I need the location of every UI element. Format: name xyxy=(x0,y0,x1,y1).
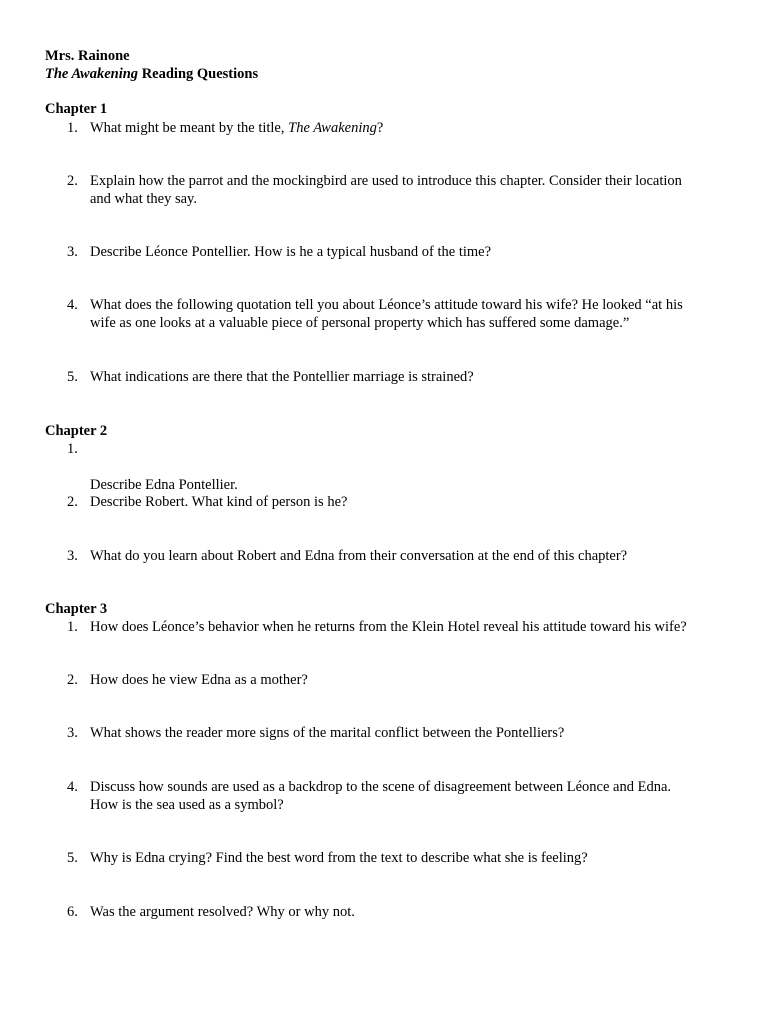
question-text xyxy=(90,778,730,814)
question-line: Describe Léonce Pontellier. How is he a typical husband of the time? xyxy=(90,244,492,260)
question-number: 4. xyxy=(67,297,78,313)
question-number: 5. xyxy=(67,850,78,866)
question-number: 4. xyxy=(67,779,78,795)
question-text xyxy=(90,296,730,332)
question-text xyxy=(90,547,730,565)
question-text xyxy=(90,671,730,689)
chapter-heading: Chapter 2 xyxy=(45,423,108,439)
question-number: 2. xyxy=(67,672,78,688)
question-text xyxy=(90,243,730,261)
question-number: 3. xyxy=(67,244,78,260)
question-text xyxy=(90,119,730,137)
question-line: Describe Edna Pontellier. xyxy=(90,477,238,493)
question-number: 3. xyxy=(67,725,78,741)
chapter-heading: Chapter 1 xyxy=(45,101,108,117)
question-line: How does Léonce’s behavior when he returns from the Klein Hotel reveal his attitude toward his wife? xyxy=(90,619,687,635)
question-number: 3. xyxy=(67,548,78,564)
question-line: What do you learn about Robert and Edna from their conversation at the end of this chapter? xyxy=(90,548,628,564)
question-number: 6. xyxy=(67,904,78,920)
question-text-part: What might be meant by the title, xyxy=(90,120,289,136)
question-line: wife as one looks at a valuable piece of personal property which has suffered some damage.” xyxy=(90,315,630,331)
question-text-part: ? xyxy=(376,120,384,136)
question-number: 1. xyxy=(67,441,78,457)
question-text-emphasis: The Awakening xyxy=(288,120,377,136)
question-line: Explain how the parrot and the mockingbird are used to introduce this chapter. Consider their location xyxy=(90,173,682,189)
book-title: The Awakening xyxy=(45,66,139,82)
question-text xyxy=(90,172,730,208)
question-line: How is the sea used as a symbol? xyxy=(90,797,284,813)
question-text xyxy=(90,724,730,742)
question-number: 2. xyxy=(67,173,78,189)
question-text xyxy=(90,440,730,530)
question-text xyxy=(90,493,730,511)
question-number: 5. xyxy=(67,369,78,385)
question-text xyxy=(90,618,730,636)
question-line: Describe Robert. What kind of person is he? xyxy=(90,494,348,510)
document-title xyxy=(45,65,258,83)
question-line: What shows the reader more signs of the marital conflict between the Pontelliers? xyxy=(90,725,565,741)
question-number: 2. xyxy=(67,494,78,510)
question-text xyxy=(90,849,730,867)
document-header xyxy=(45,47,258,83)
question-text xyxy=(90,903,730,921)
title-suffix: Reading Questions xyxy=(138,66,259,82)
teacher-name: Mrs. Rainone xyxy=(45,48,130,64)
question-number: 1. xyxy=(67,120,78,136)
question-line: Was the argument resolved? Why or why not. xyxy=(90,904,355,920)
question-line: Discuss how sounds are used as a backdrop to the scene of disagreement between Léonce and Edna. xyxy=(90,779,672,795)
question-line: Why is Edna crying? Find the best word from the text to describe what she is feeling? xyxy=(90,850,588,866)
question-line: What indications are there that the Pontellier marriage is strained? xyxy=(90,369,474,385)
question-line: How does he view Edna as a mother? xyxy=(90,672,308,688)
chapter-heading: Chapter 3 xyxy=(45,601,108,617)
question-line: and what they say. xyxy=(90,191,197,207)
question-number: 1. xyxy=(67,619,78,635)
question-line: What does the following quotation tell you about Léonce’s attitude toward his wife? He looked “at his xyxy=(90,297,683,313)
question-text xyxy=(90,368,730,386)
